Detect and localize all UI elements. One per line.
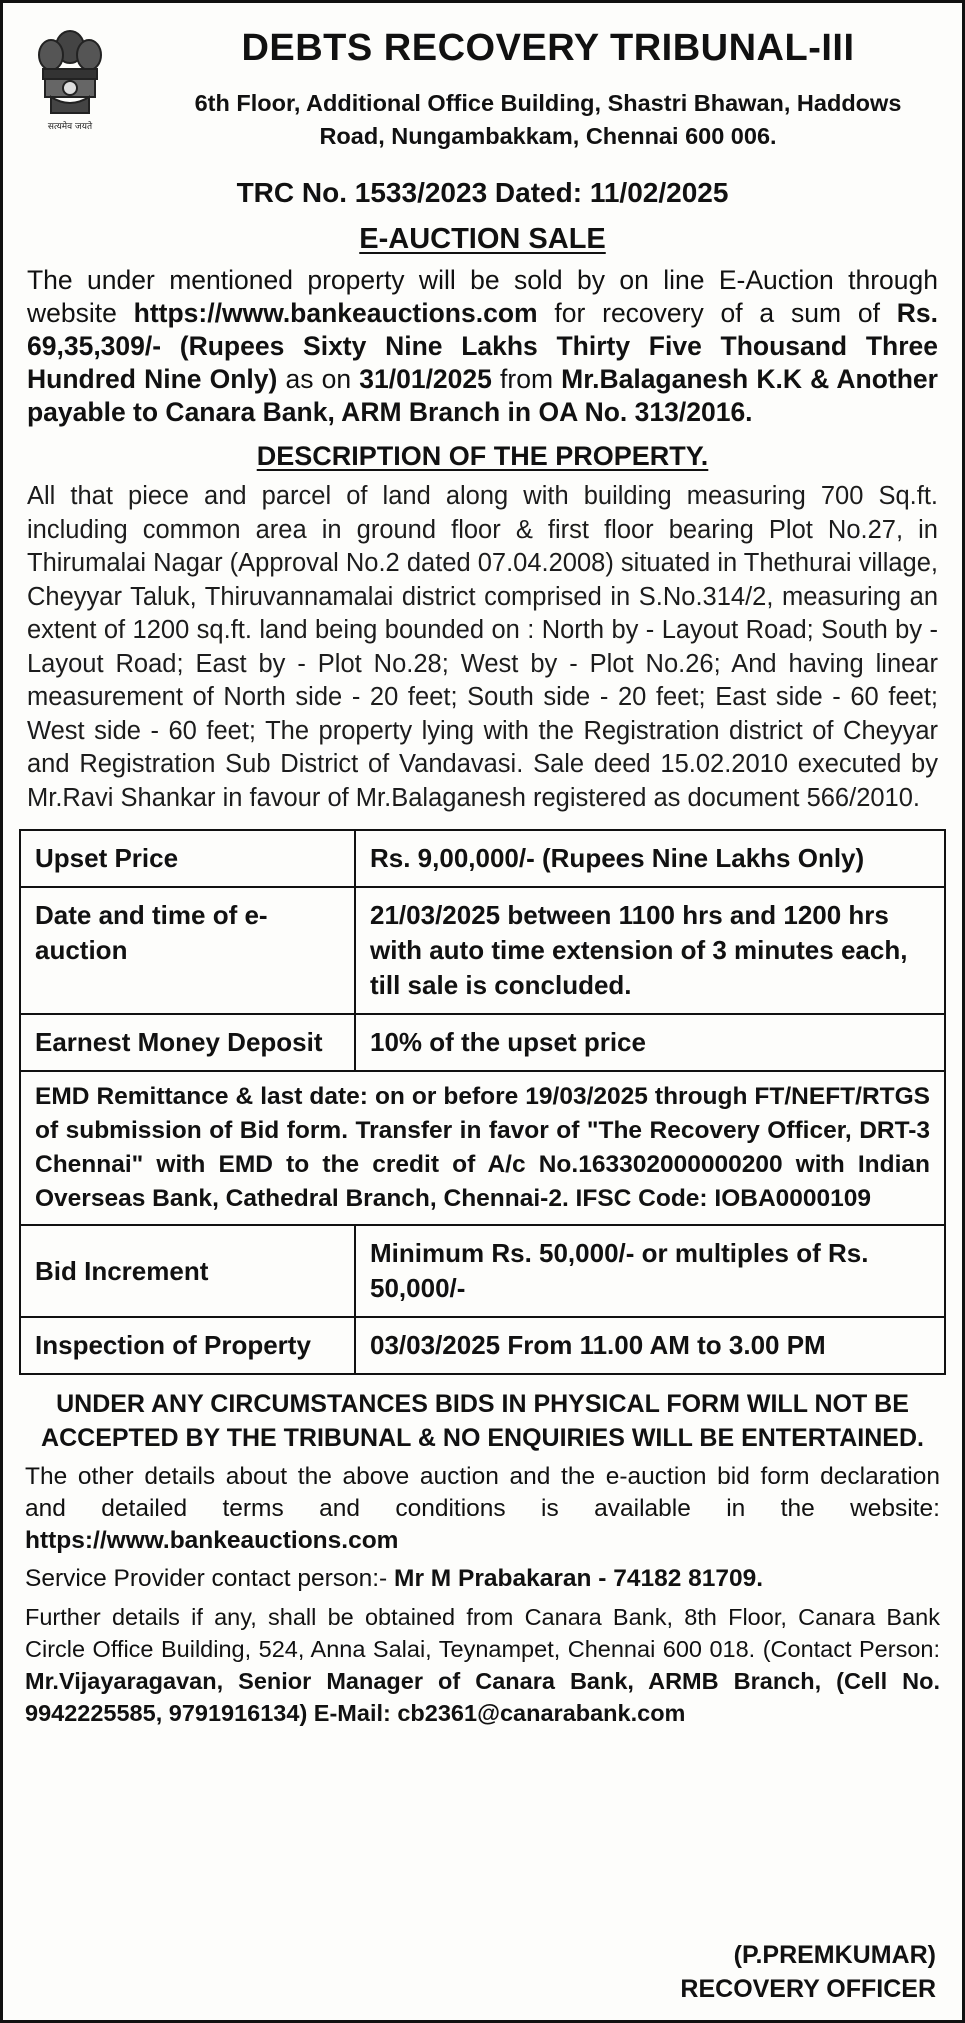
details-text: The other details about the above auction and the e-auction bid form declaration and detailed terms and conditions is available in the website: <box>25 1463 940 1522</box>
sale-heading: E-AUCTION SALE <box>359 223 606 255</box>
emd-value: 10% of the upset price <box>370 1027 646 1057</box>
ashoka-emblem-icon <box>29 17 111 135</box>
intro-text: for recovery of a sum of <box>537 298 897 328</box>
other-details <box>25 1461 940 1557</box>
intro-text: The under mentioned property will be sold by on line E-Auction through website <box>27 265 938 328</box>
table-row <box>21 1070 944 1224</box>
details-website-link[interactable]: https://www.bankeauctions.com <box>25 1527 399 1554</box>
table-row <box>21 1316 944 1373</box>
bid-increment-value: Minimum Rs. 50,000/- or multiples of Rs. 50,000/- <box>370 1238 869 1303</box>
debtor-parties: Mr.Balaganesh K.K & Another payable to Canara Bank, ARM Branch in OA No. 313/2016. <box>27 364 938 427</box>
table-row <box>21 1013 944 1070</box>
trc-number: TRC No. 1533/2023 Dated: 11/02/2025 <box>236 177 729 208</box>
recovery-amount: Rs. 69,35,309/- (Rupees Sixty Nine Lakhs Thirty Five Thousand Three Hundred Nine Only) <box>27 298 938 394</box>
notice-header <box>3 3 962 163</box>
auction-website-link[interactable]: https://www.bankeauctions.com <box>133 298 538 328</box>
recovery-date: 31/01/2025 <box>359 364 492 394</box>
description-heading: DESCRIPTION OF THE PROPERTY. <box>256 441 709 471</box>
tribunal-address <box>153 87 943 153</box>
service-provider-label: Service Provider contact person:- <box>25 1565 395 1592</box>
emd-remittance-details: EMD Remittance & last date: on or before 19/03/2025 through FT/NEFT/RTGS of submission of Bid form. Transfer in favor of "The Recovery Officer, DRT-3 Chennai" with EMD to the credit of A/c No.163302000000200 with Indian Overseas Bank, Cathedral Branch, Chennai-2. IFSC Code: IOBA0000109 <box>35 1083 930 1212</box>
service-provider-contact: Mr M Prabakaran - 74182 81709. <box>394 1565 764 1592</box>
upset-price-value: Rs. 9,00,000/- (Rupees Nine Lakhs Only) <box>370 843 865 873</box>
bank-contact-person: Mr.Vijayaragavan, Senior Manager of Canara Bank, ARMB Branch, (Cell No. 9942225585, 9791916134) E-Mail: cb2361@canarabank.com <box>25 1668 940 1726</box>
address-line-1: 6th Floor, Additional Office Building, Shastri Bhawan, Haddows <box>194 90 902 116</box>
table-row <box>21 1224 944 1316</box>
bid-increment-label: Bid Increment <box>21 1226 356 1316</box>
officer-name: (P.PREMKUMAR) <box>733 1941 936 1969</box>
table-row <box>21 831 944 886</box>
inspection-label: Inspection of Property <box>21 1318 356 1373</box>
auction-date-label: Date and time of e-auction <box>21 888 356 1013</box>
intro-text: as on <box>277 364 360 394</box>
intro-text: from <box>491 364 562 394</box>
upset-price-label: Upset Price <box>21 831 356 886</box>
further-details <box>25 1601 940 1729</box>
further-details-text: Further details if any, shall be obtained from Canara Bank, 8th Floor, Canara Bank Circle Office Building, 524, Anna Salai, Teynampet, Chennai 600 018. (Contact Person: <box>25 1604 940 1662</box>
address-line-2: Road, Nungambakkam, Chennai 600 006. <box>319 123 777 149</box>
auction-details-table <box>19 829 946 1375</box>
officer-title: RECOVERY OFFICER <box>680 1975 936 2003</box>
property-description: All that piece and parcel of land along with building measuring 700 Sq.ft. including common area in ground floor & first floor bearing Plot No.27, in Thirumalai Nagar (Approval No.2 dated 07.04.2008) situated in Thethurai village, Cheyyar Taluk, Thiruvannamalai district comprised in S.No.314/2, measuring an extent of 1200 sq.ft. land being bounded on : North by - Layout Road; South by - Layout Road; East by - Plot No.28; West by - Plot No.26; And having linear measurement of North side - 20 feet; South side - 20 feet; East side - 60 feet; West side - 60 feet; The property lying with the Registration district of Cheyyar and Registration Sub District of Vandavasi. Sale deed 15.02.2010 executed by Mr.Ravi Shankar in favour of Mr.Balaganesh registered as document 566/2010. <box>27 482 938 812</box>
table-row <box>21 886 944 1013</box>
signature-block <box>680 1938 936 2006</box>
tribunal-name: DEBTS RECOVERY TRIBUNAL-III <box>241 27 855 69</box>
emd-label: Earnest Money Deposit <box>21 1015 356 1070</box>
auction-date-value: 21/03/2025 between 1100 hrs and 1200 hrs with auto time extension of 3 minutes each, till sale is concluded. <box>370 900 908 1000</box>
physical-bid-warning: UNDER ANY CIRCUMSTANCES BIDS IN PHYSICAL FORM WILL NOT BE ACCEPTED BY THE TRIBUNAL & NO ENQUIRIES WILL BE ENTERTAINED. <box>41 1390 924 1452</box>
inspection-value: 03/03/2025 From 11.00 AM to 3.00 PM <box>370 1330 826 1360</box>
emblem-caption: सत्यमेव जयते <box>47 122 93 132</box>
service-provider <box>25 1563 940 1595</box>
intro-paragraph <box>27 264 938 429</box>
